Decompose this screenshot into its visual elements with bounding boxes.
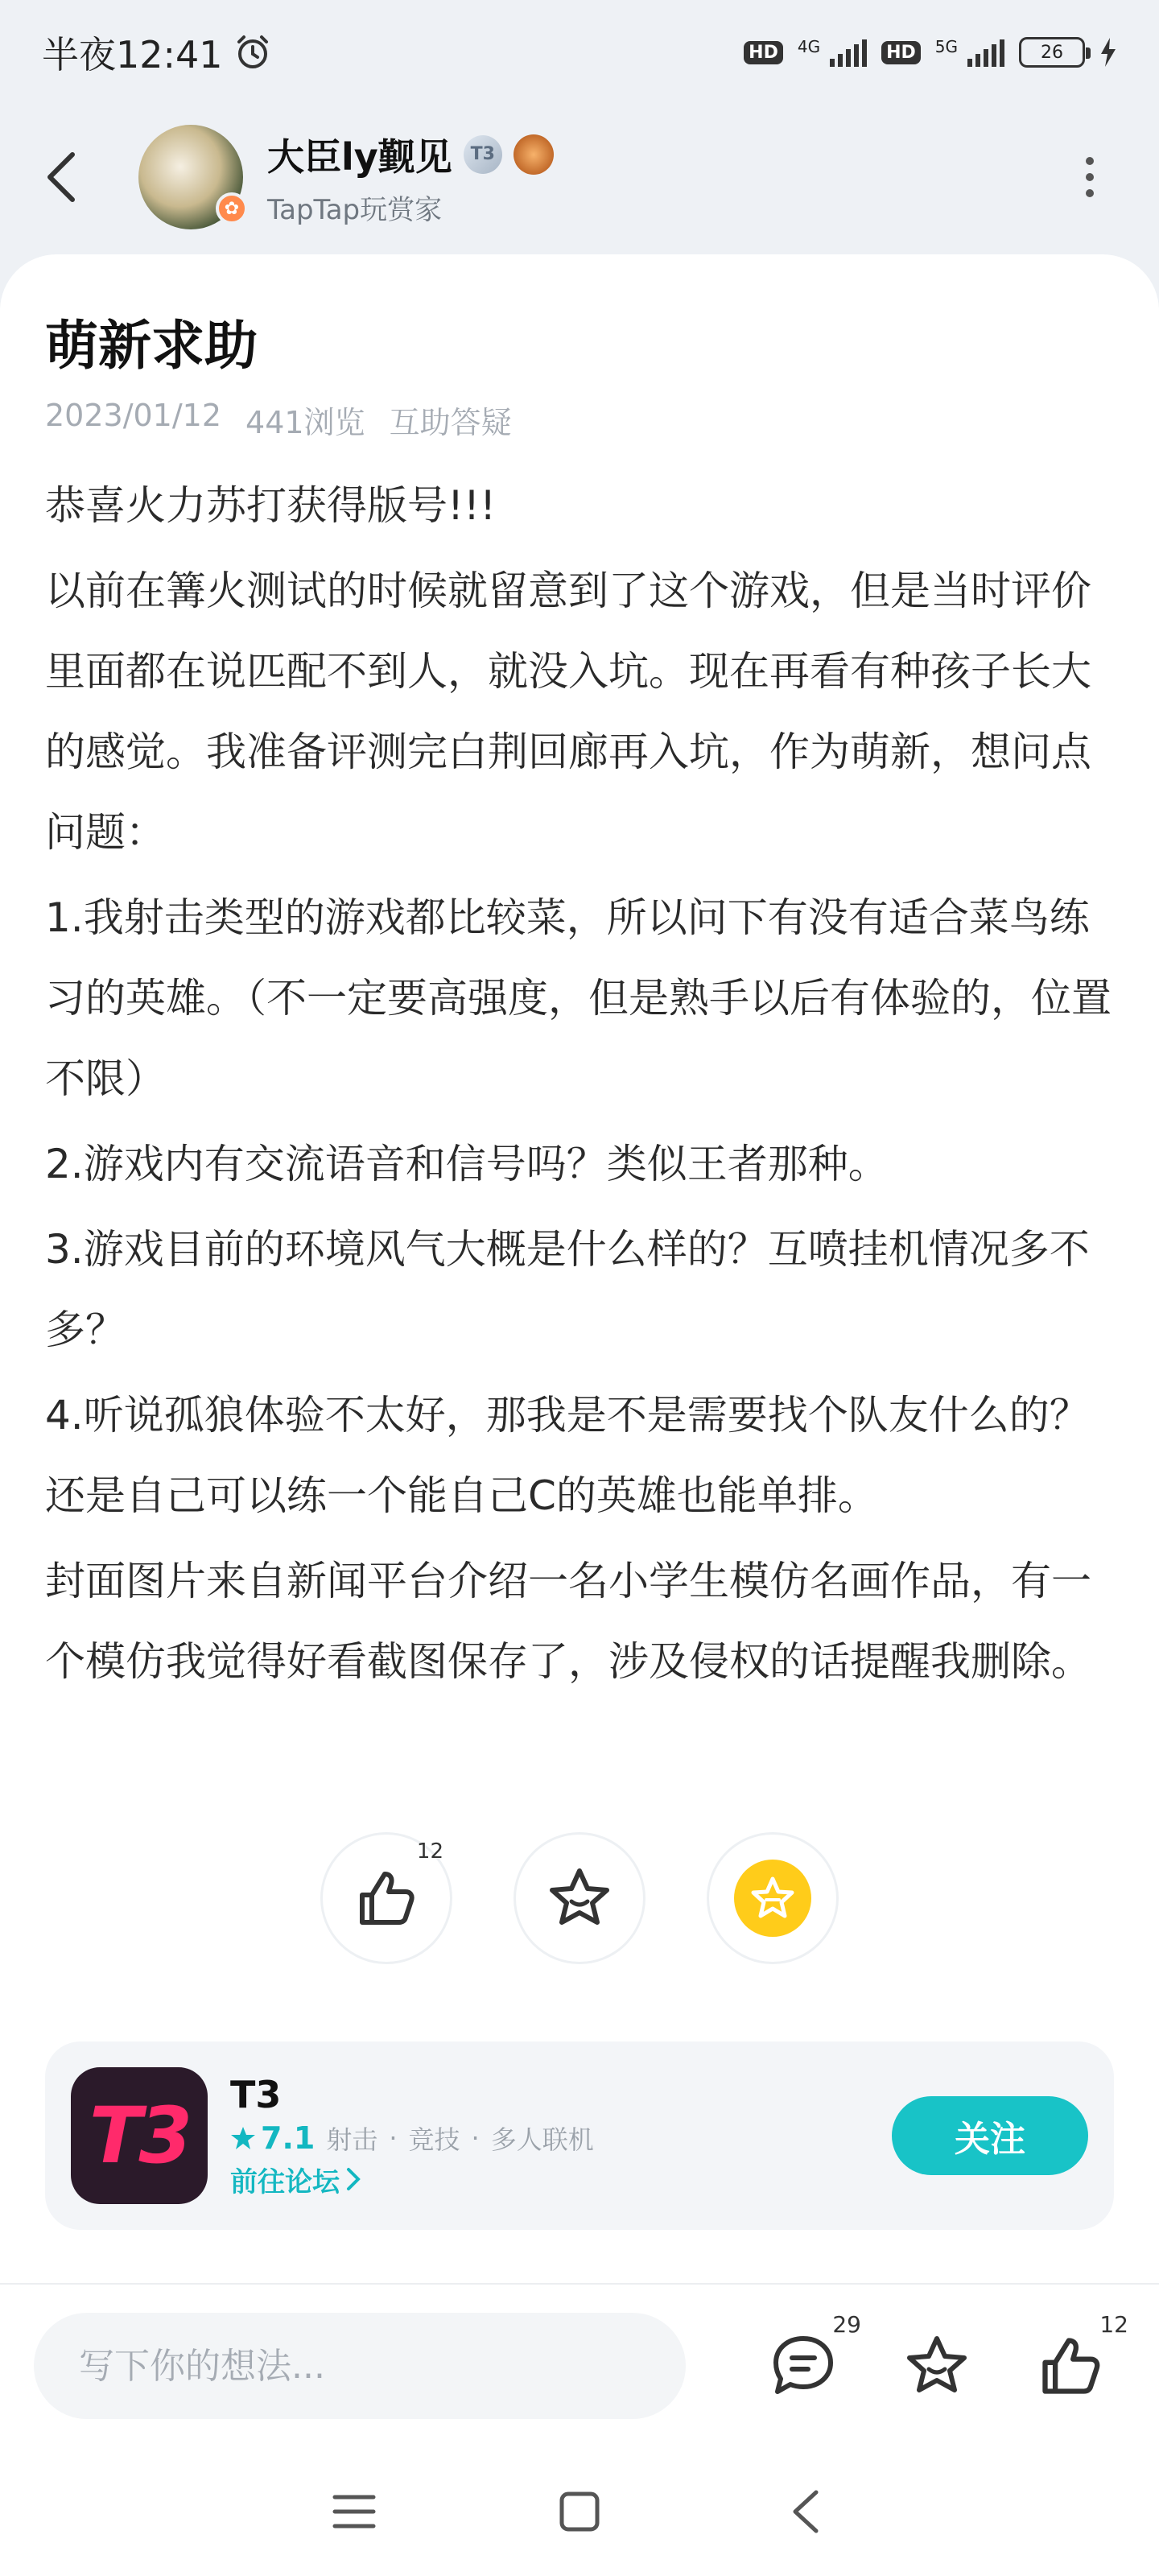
back-triangle-icon [789,2489,821,2534]
verified-badge-icon: ✿ [216,192,248,225]
signal-icon-2 [967,38,1004,67]
post-date: 2023/01/12 [45,398,222,433]
post-title: 萌新求助 [45,315,258,377]
bottom-actions [765,2311,1128,2405]
post-card [0,254,1159,2283]
hd-badge: HD [744,41,783,64]
reaction-bar [0,1832,1159,1964]
level-badge[interactable]: T3 [464,135,502,174]
avatar[interactable] [138,125,243,229]
post-paragraph: 1.我射击类型的游戏都比较菜，所以问下有没有适合菜鸟练习的英雄。（不一定要高强度，但是熟手以后有体验的，位置不限） [45,894,1112,1102]
user-info[interactable] [267,128,554,227]
home-nav-button[interactable] [547,2479,612,2544]
tag-separator: · [389,2122,398,2153]
reward-button[interactable] [707,1832,839,1964]
post-paragraph: 2.游戏内有交流语音和信号吗？类似王者那种。 [45,1141,889,1187]
status-time: 半夜12:41 [42,33,223,76]
post-meta [45,398,512,442]
user-title: TapTap玩赏家 [267,193,443,226]
post-paragraph: 封面图片来自新闻平台介绍一名小学生模仿名画作品，有一个模仿我觉得好看截图保存了，涉及侵权的话提醒我删除。 [45,1558,1091,1685]
comment-icon [769,2332,837,2400]
game-card[interactable] [45,2041,1114,2230]
post-header [0,105,1159,250]
status-bar [0,0,1159,105]
reward-star-icon [749,1874,797,1922]
charging-icon [1099,38,1117,67]
post-paragraph: 3.游戏目前的环境风气大概是什么样的？互喷挂机情况多不多？ [45,1226,1090,1353]
game-icon[interactable]: T3 [71,2067,208,2204]
post-paragraph: 以前在篝火测试的时候就留意到了这个游戏，但是当时评价里面都在说匹配不到人，就没入坑。现在再看有种孩子长大的感觉。我准备评测完白荆回廊再入坑，作为萌新，想问点问题： [45,568,1091,856]
bottom-like-count: 12 [1099,2311,1128,2338]
star-icon [546,1864,613,1932]
game-name[interactable]: T3 [230,2072,282,2116]
comment-bar [0,2283,1159,2447]
like-count: 12 [416,1839,443,1864]
post-views: 441浏览 [245,405,365,440]
thumbs-up-icon [354,1866,419,1930]
user-name-row [267,128,554,181]
like-button[interactable] [320,1832,452,1964]
reward-coin-icon [734,1860,811,1937]
game-stats [230,2120,594,2157]
post-category[interactable]: 互助答疑 [389,405,512,440]
home-square-icon [559,2491,600,2533]
bottom-favorite-button[interactable] [898,2327,975,2405]
hd-badge-2: HD [881,41,921,64]
more-dot-icon [1086,173,1094,181]
thumbs-up-icon [1037,2332,1104,2400]
game-rating [230,2120,315,2156]
chevron-right-icon [346,2167,361,2191]
user-name[interactable]: 大臣ly觐见 [267,134,452,179]
menu-icon [332,2492,377,2531]
network-4g-label: 4G [797,37,821,56]
more-dot-icon [1086,189,1094,197]
battery-level: 26 [1041,42,1063,63]
more-options-button[interactable] [1066,145,1114,209]
follow-button[interactable]: 关注 [892,2096,1088,2175]
game-rating-value: 7.1 [261,2120,316,2156]
post-body [45,465,1116,1707]
back-nav-button[interactable] [773,2479,837,2544]
back-button[interactable] [45,145,109,209]
battery-icon [1019,37,1085,68]
more-dot-icon [1086,157,1094,165]
pet-badge-icon[interactable] [514,134,554,175]
system-nav-bar [0,2447,1159,2576]
game-tag: 多人联机 [490,2124,594,2155]
bottom-like-button[interactable] [1032,2311,1128,2405]
rating-star-icon [230,2125,256,2151]
comment-button[interactable] [765,2311,861,2405]
favorite-button[interactable] [514,1832,645,1964]
status-left [42,26,271,79]
chevron-left-icon [45,151,77,203]
status-right [744,37,1117,68]
game-tag: 射击 [326,2124,378,2155]
menu-nav-button[interactable] [322,2479,386,2544]
forum-link-label: 前往论坛 [230,2165,340,2198]
comment-count: 29 [832,2311,861,2338]
star-icon [903,2332,971,2400]
post-paragraph: 恭喜火力苏打获得版号!!! [45,482,497,529]
network-5g-label: 5G [934,37,958,56]
tag-separator: · [471,2122,480,2153]
post-paragraph: 4.听说孤狼体验不太好，那我是不是需要找个队友什么的？还是自己可以练一个能自己C的英雄也能单排。 [45,1392,1090,1519]
alarm-icon [234,34,271,71]
game-tag: 竞技 [408,2124,460,2155]
forum-link[interactable] [230,2160,594,2199]
signal-icon [830,38,867,67]
comment-input[interactable] [34,2313,686,2419]
game-info [230,2073,594,2199]
